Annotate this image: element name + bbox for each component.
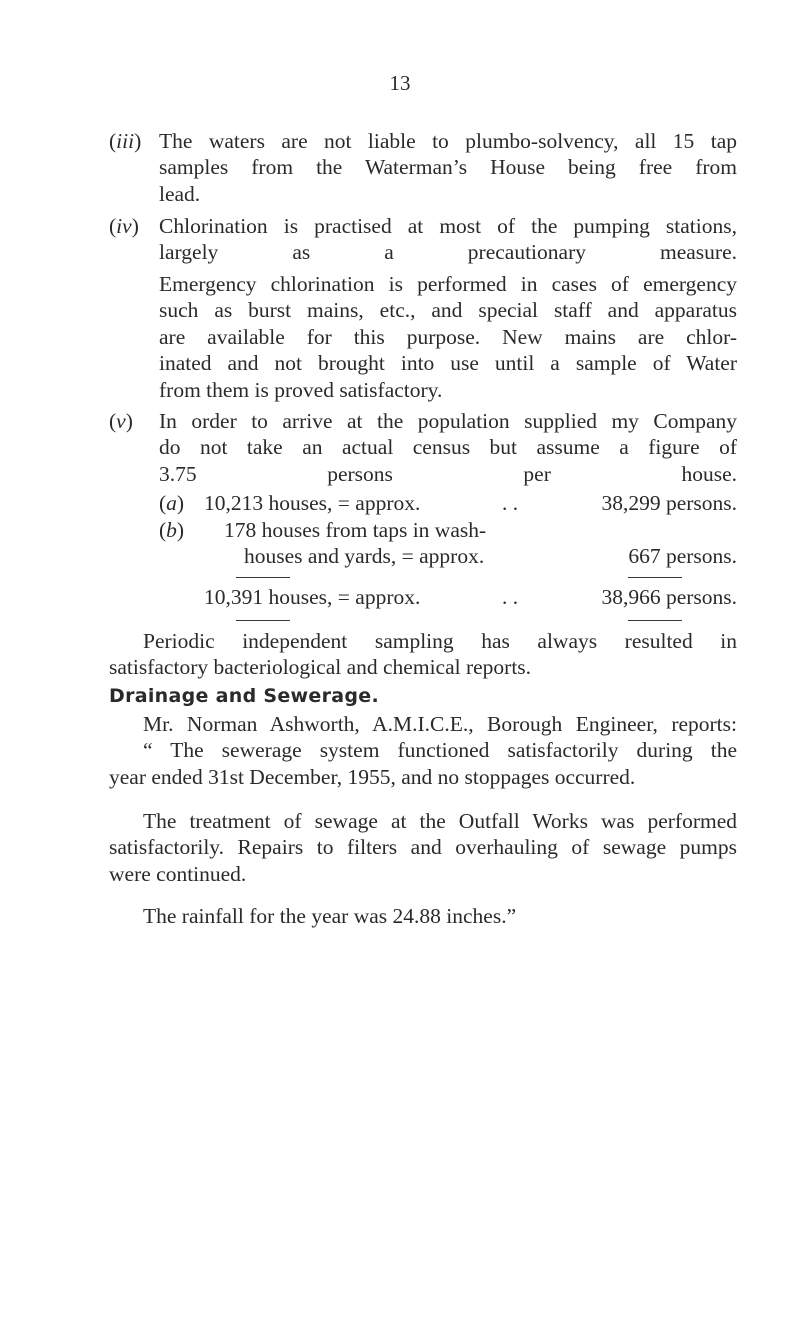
item-iii-label: (iii) (109, 129, 142, 153)
text-line: were continued. (109, 861, 247, 886)
total-rule-top-right (628, 577, 682, 578)
text-line: The treatment of sewage at the Outfall Works was performed (143, 809, 737, 833)
text-line: In order to arrive at the population supplied my Company (159, 409, 737, 433)
text-line: such as burst mains, etc., and special staff and apparatus (159, 298, 737, 323)
sub-a-label: (a) (159, 491, 185, 515)
section-heading-drainage: Drainage and Sewerage. (109, 685, 379, 707)
total-leader-dots: . . (502, 585, 519, 609)
total-rule-top-left (236, 577, 290, 578)
sub-a-persons: 38,299 persons. (601, 491, 737, 515)
total-rule-bottom-right (628, 620, 682, 621)
sub-a-leader-dots: . . (502, 491, 519, 515)
sub-b-label: (b) (159, 518, 185, 542)
sub-a-houses: 10,213 houses, = approx. (204, 491, 421, 515)
drainage-paragraph-2 (109, 808, 737, 887)
drainage-paragraph-3 (109, 903, 737, 929)
item-v-text (159, 408, 737, 487)
sub-b-line1: 178 houses from taps in wash- (224, 518, 487, 542)
item-iv (109, 213, 737, 266)
text-line: samples from the Waterman’s House being free from (159, 155, 737, 180)
total-persons: 38,966 persons. (601, 585, 737, 609)
text-line: Mr. Norman Ashworth, A.M.I.C.E., Borough Engineer, reports: (143, 712, 737, 736)
text-line: Chlorination is practised at most of the pumping stations, (159, 214, 737, 238)
item-iv-label: (iv) (109, 214, 139, 238)
text-line: Periodic independent sampling has always resulted in (143, 629, 737, 653)
text-line: largely as a precautionary measure. (159, 240, 737, 265)
text-line: do not take an actual census but assume a figure of (159, 435, 737, 460)
sub-b-line2: houses and yards, = approx. (244, 544, 485, 568)
text-line: The rainfall for the year was 24.88 inches.” (143, 904, 517, 928)
text-line: The waters are not liable to plumbo-solvency, all 15 tap (159, 129, 737, 153)
total-houses: 10,391 houses, = approx. (204, 585, 421, 609)
drainage-paragraph-1 (109, 711, 737, 790)
sub-b-persons: 667 persons. (628, 544, 737, 568)
text-line: inated and not brought into use until a sample of Water (159, 351, 737, 376)
text-line: year ended 31st December, 1955, and no stoppages occurred. (109, 764, 636, 789)
text-line: lead. (159, 181, 201, 206)
item-iv-emergency-paragraph (159, 271, 737, 403)
text-line: “ The sewerage system functioned satisfactorily during the (143, 738, 737, 763)
text-line: satisfactory bacteriological and chemical reports. (109, 655, 532, 680)
item-v (109, 408, 737, 487)
item-iv-text (159, 213, 737, 266)
text-line: satisfactorily. Repairs to filters and overhauling of sewage pumps (109, 835, 737, 860)
total-rule-bottom-left (236, 620, 290, 621)
text-line: from them is proved satisfactory. (159, 377, 443, 402)
item-iii-text (159, 128, 737, 207)
text-line: are available for this purpose. New mains are chlor- (159, 324, 737, 349)
text-line: Emergency chlorination is performed in cases of emergency (159, 272, 737, 296)
item-v-label: (v) (109, 409, 133, 433)
periodic-sampling-paragraph (109, 628, 737, 681)
page-number: 13 (389, 71, 411, 95)
text-line: 3.75 persons per house. (159, 461, 737, 486)
item-iii (109, 128, 737, 207)
